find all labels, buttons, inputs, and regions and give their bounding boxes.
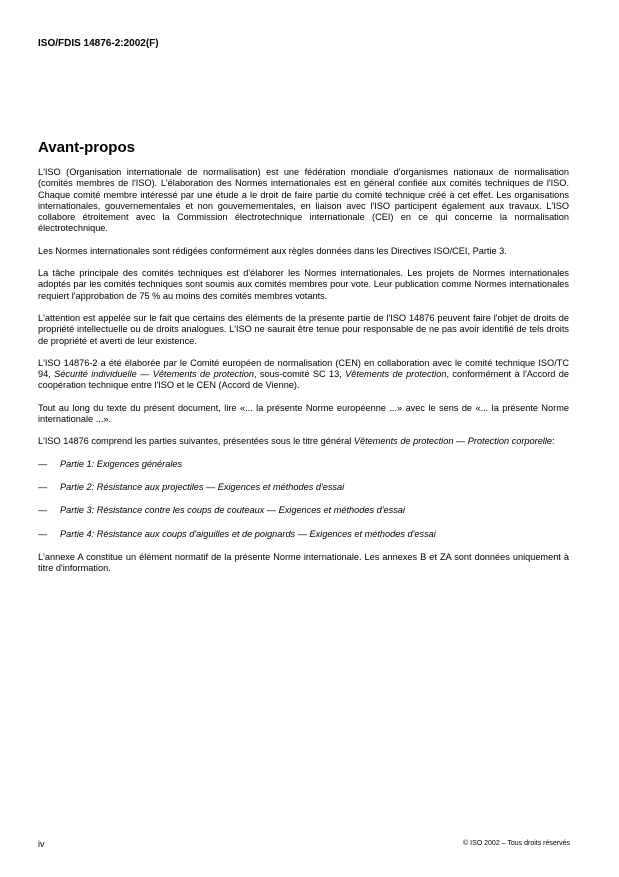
page-number: iv: [38, 839, 45, 849]
paragraph-parts-intro: [38, 436, 569, 447]
foreword-body: [38, 167, 569, 585]
paragraph-iso-organisation: L'ISO (Organisation internationale de normalisation) est une fédération mondiale d'organismes nationaux de normalisation (comités membres de l'ISO). L'élaboration des Normes internationales est en général confiée aux comités techniques de l'ISO. Chaque comité membre intéressé par une étude a le droit de faire partie du comité technique créé à cet effet. Les organisations internationales, gouvernementales et non gouvernementales, en liaison avec l'ISO participent également aux travaux. L'ISO collabore étroitement avec la Commission électrotechnique internationale (CEI) en ce qui concerne la normalisation électrotechnique.: [38, 167, 569, 234]
paragraph-preparation: [38, 358, 569, 392]
section-title: Avant-propos: [38, 139, 135, 156]
paragraph-directives: Les Normes internationales sont rédigées conformément aux règles données dans les Directives ISO/CEI, Partie 3.: [38, 245, 507, 256]
preparation-text-e: , conformément à l'Accord de coopération technique entre l'ISO et le CEN (Accord de Vienne).: [38, 369, 569, 391]
parts-intro-text-a: L'ISO 14876 comprend les parties suivantes, présentées sous le titre général: [38, 436, 354, 447]
list-dash: —: [38, 458, 48, 469]
preparation-committee-title: Sécurité individuelle — Vêtements de protection: [54, 369, 254, 380]
list-dash: —: [38, 528, 48, 539]
list-item-text: Partie 4: Résistance aux coups d'aiguilles et de poignards — Exigences et méthodes d'essai: [60, 528, 436, 539]
list-dash: —: [38, 481, 48, 492]
paragraph-annexes: L'annexe A constitue un élément normatif de la présente Norme internationale. Les annexes B et ZA sont données uniquement à titre d'information.: [38, 551, 569, 574]
document-id: ISO/FDIS 14876-2:2002(F): [38, 38, 159, 49]
list-dash: —: [38, 505, 48, 516]
parts-general-title: Vêtements de protection — Protection corporelle: [353, 436, 552, 447]
list-item: [38, 482, 569, 493]
list-item-text: Partie 3: Résistance contre les coups de couteaux — Exigences et méthodes d'essai: [60, 505, 405, 516]
parts-list: [38, 459, 569, 540]
list-item: [38, 529, 569, 540]
paragraph-patent-rights: L'attention est appelée sur le fait que certains des éléments de la présente partie de l'ISO 14876 peuvent faire l'objet de droits de propriété intellectuelle ou de droits analogues. L'ISO ne saurait être tenue pour responsable de ne pas avoir identifié de tels droits de propriété et averti de leur existence.: [38, 312, 569, 346]
list-item-text: Partie 2: Résistance aux projectiles — Exigences et méthodes d'essai: [60, 481, 345, 492]
list-item-text: Partie 1: Exigences générales: [60, 458, 183, 469]
list-item: [38, 505, 569, 516]
preparation-text-a: L'ISO 14876-2 a été élaborée par le Comité européen de normalisation (CEN) en collaboration avec le comité technique ISO/TC 94,: [38, 357, 569, 380]
parts-intro-text-c: :: [552, 436, 555, 447]
list-item: [38, 459, 569, 470]
paragraph-technical-committees: La tâche principale des comités techniques est d'élaborer les Normes internationales. Les projets de Normes internationales adoptés par les comités techniques sont soumis aux comités membres pour vote. Leur publication comme Normes internationales requiert l'approbation de 75 % au moins des comités membres votants.: [38, 268, 569, 301]
copyright-notice: © ISO 2002 – Tous droits réservés: [463, 840, 570, 847]
preparation-text-c: , sous-comité SC 13,: [253, 369, 346, 380]
preparation-subcommittee-title: Vêtements de protection: [345, 369, 447, 380]
paragraph-reading-note: Tout au long du texte du présent document, lire «... la présente Norme européenne ...» avec le sens de «... la présente Norme internationale ...».: [38, 402, 569, 425]
